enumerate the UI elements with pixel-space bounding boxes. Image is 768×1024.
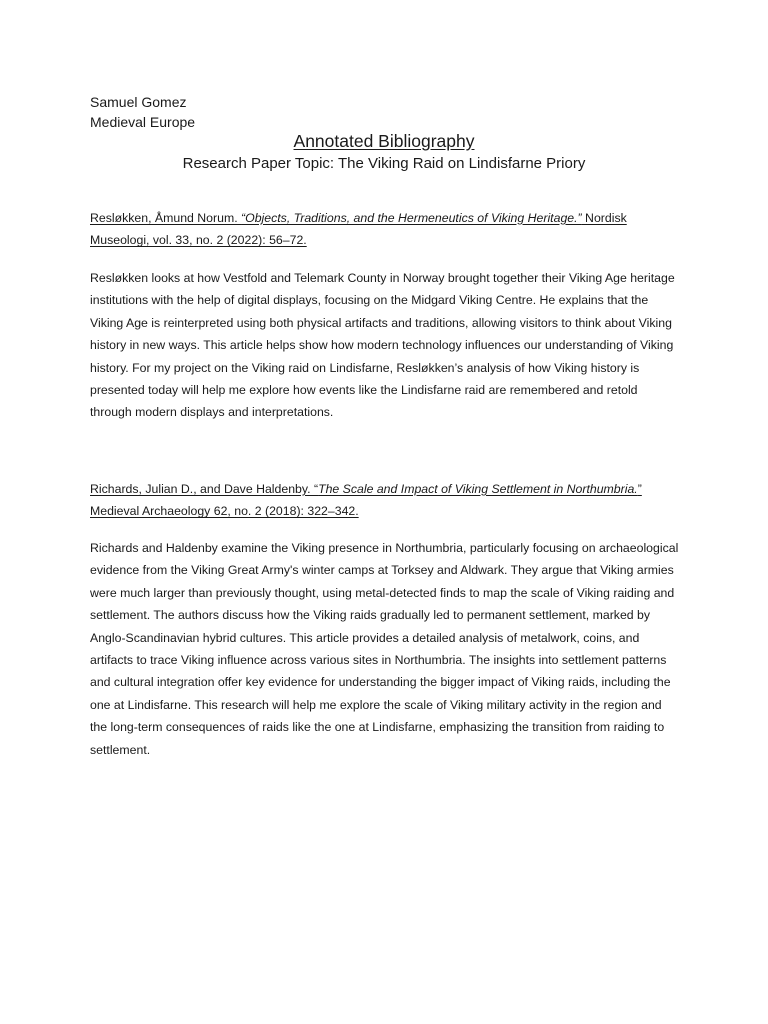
citation-2-source-end: Medieval Archaeology 62, no. 2 (2018): 322–342. <box>90 504 359 519</box>
citation-2-author: Richards, Julian D., and Dave Haldenby. “ <box>90 482 319 496</box>
annotation-1: Resløkken looks at how Vestfold and Telemark County in Norway brought together their Viking Age heritage institutions with the help of digital displays, focusing on the Midgard Viking Centre. He explains that the Viking Age is reinterpreted using both physical artifacts and traditions, allowing visitors to think about Viking history in new ways. This article helps show how modern technology influences our understanding of Viking history. For my project on the Viking raid on Lindisfarne, Resløkken’s analysis of how Viking history is presented today will help me explore how events like the Lindisfarne raid are remembered and retold through modern displays and interpretations. <box>90 271 675 420</box>
author-name: Samuel Gomez <box>90 94 187 110</box>
citation-2 <box>90 478 682 523</box>
citation-2-source-start: ” <box>637 482 642 496</box>
citation-2-title: The Scale and Impact of Viking Settlement in Northumbria. <box>318 482 638 496</box>
header-block <box>90 92 195 132</box>
page-title: Annotated Bibliography <box>293 131 475 151</box>
citation-1-title: “Objects, Traditions, and the Hermeneutics of Viking Heritage.” <box>241 211 582 225</box>
annotation-2: Richards and Haldenby examine the Viking presence in Northumbria, particularly focusing on archaeological evidence from the Viking Great Army's winter camps at Torksey and Aldwark. They argue that Viking armies were much larger than previously thought, using metal-detected finds to map the scale of Viking raiding and settlement. The authors discuss how the Viking raids gradually led to permanent settlement, marked by Anglo-Scandinavian hybrid cultures. This article provides a detailed analysis of metalwork, coins, and artifacts to trace Viking influence across various sites in Northumbria. The insights into settlement patterns and cultural integration offer key evidence for understanding the bigger impact of Viking raids, including the one at Lindisfarne. This research will help me explore the scale of Viking military activity in the region and the long-term consequences of raids like the one at Lindisfarne, emphasizing the transition from raiding to settlement. <box>90 541 679 757</box>
citation-1-source-end: Museologi, vol. 33, no. 2 (2022): 56–72. <box>90 233 307 248</box>
page-subtitle: Research Paper Topic: The Viking Raid on Lindisfarne Priory <box>182 155 586 172</box>
citation-1-source-start: Nordisk <box>581 211 627 225</box>
course-name: Medieval Europe <box>90 114 196 130</box>
citation-1 <box>90 207 682 252</box>
citation-1-author: Resløkken, Åmund Norum. <box>90 211 242 225</box>
